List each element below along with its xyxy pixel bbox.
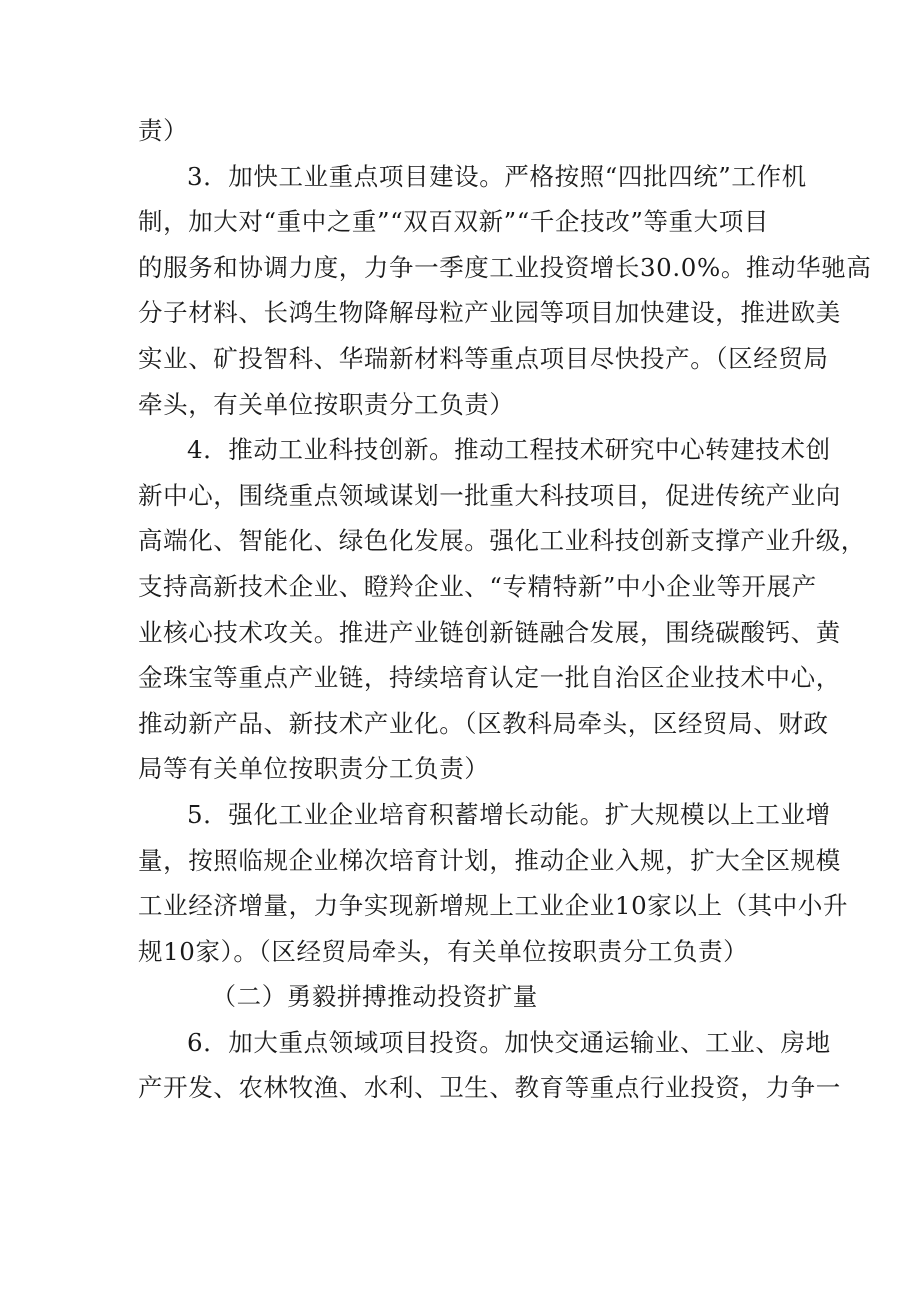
text-line: 工业经济增量，力争实现新增规上工业企业10家以上（其中小升 (138, 891, 849, 921)
paragraph-item-4 (138, 427, 866, 792)
text-line: 金珠宝等重点产业链，持续培育认定一批自治区企业技术中心， (138, 663, 841, 693)
text-line: 4．推动工业科技创新。推动工程技术研究中心转建技术创 (187, 435, 831, 465)
paragraph-item-5 (138, 792, 849, 974)
document-body (138, 108, 872, 1111)
text-line: 支持高新技术企业、瞪羚企业、“专精特新”中小企业等开展产 (138, 571, 817, 601)
text-line: 制，加大对“重中之重”“双百双新”“千企技改”等重大项目 (138, 207, 769, 237)
heading-text: （二）勇毅拼搏推动投资扩量 (211, 982, 538, 1012)
text-line: 局等有关单位按职责分工负责） (138, 754, 490, 784)
text-line: 规10家）。（区经贸局牵头，有关单位按职责分工负责） (138, 936, 749, 966)
text-line: 推动新产品、新技术产业化。（区教科局牵头，区经贸局、财政 (138, 708, 829, 738)
text-line: 量，按照临规企业梯次培育计划，推动企业入规，扩大全区规模 (138, 845, 841, 875)
text-line: 业核心技术攻关。推进产业链创新链融合发展，围绕碳酸钙、黄 (138, 617, 841, 647)
text-line: 产开发、农林牧渔、水利、卫生、教育等重点行业投资，力争一 (138, 1073, 841, 1103)
text-line: 5．强化工业企业培育积蓄增长动能。扩大规模以上工业增 (187, 799, 831, 829)
text-line: 新中心，围绕重点领域谋划一批重大科技项目，促进传统产业向 (138, 480, 841, 510)
text-line: 的服务和协调力度，力争一季度工业投资增长30.0%。推动华驰高 (138, 252, 872, 282)
paragraph-continuation (138, 108, 788, 154)
text-line: 责） (138, 116, 189, 145)
paragraph-item-3 (138, 154, 872, 428)
text-line: 6．加大重点领域项目投资。加快交通运输业、工业、房地 (187, 1027, 831, 1057)
text-line: 牵头，有关单位按职责分工负责） (138, 389, 515, 419)
text-line: 高端化、智能化、绿色化发展。强化工业科技创新支撑产业升级， (138, 526, 866, 556)
text-line: 实业、矿投智科、华瑞新材料等重点项目尽快投产。（区经贸局 (138, 343, 829, 373)
paragraph-item-6 (138, 1020, 841, 1111)
text-line: 3．加快工业重点项目建设。严格按照“四批四统”工作机 (187, 161, 807, 191)
section-heading (138, 974, 788, 1020)
text-line: 分子材料、长鸿生物降解母粒产业园等项目加快建设，推进欧美 (138, 298, 841, 328)
